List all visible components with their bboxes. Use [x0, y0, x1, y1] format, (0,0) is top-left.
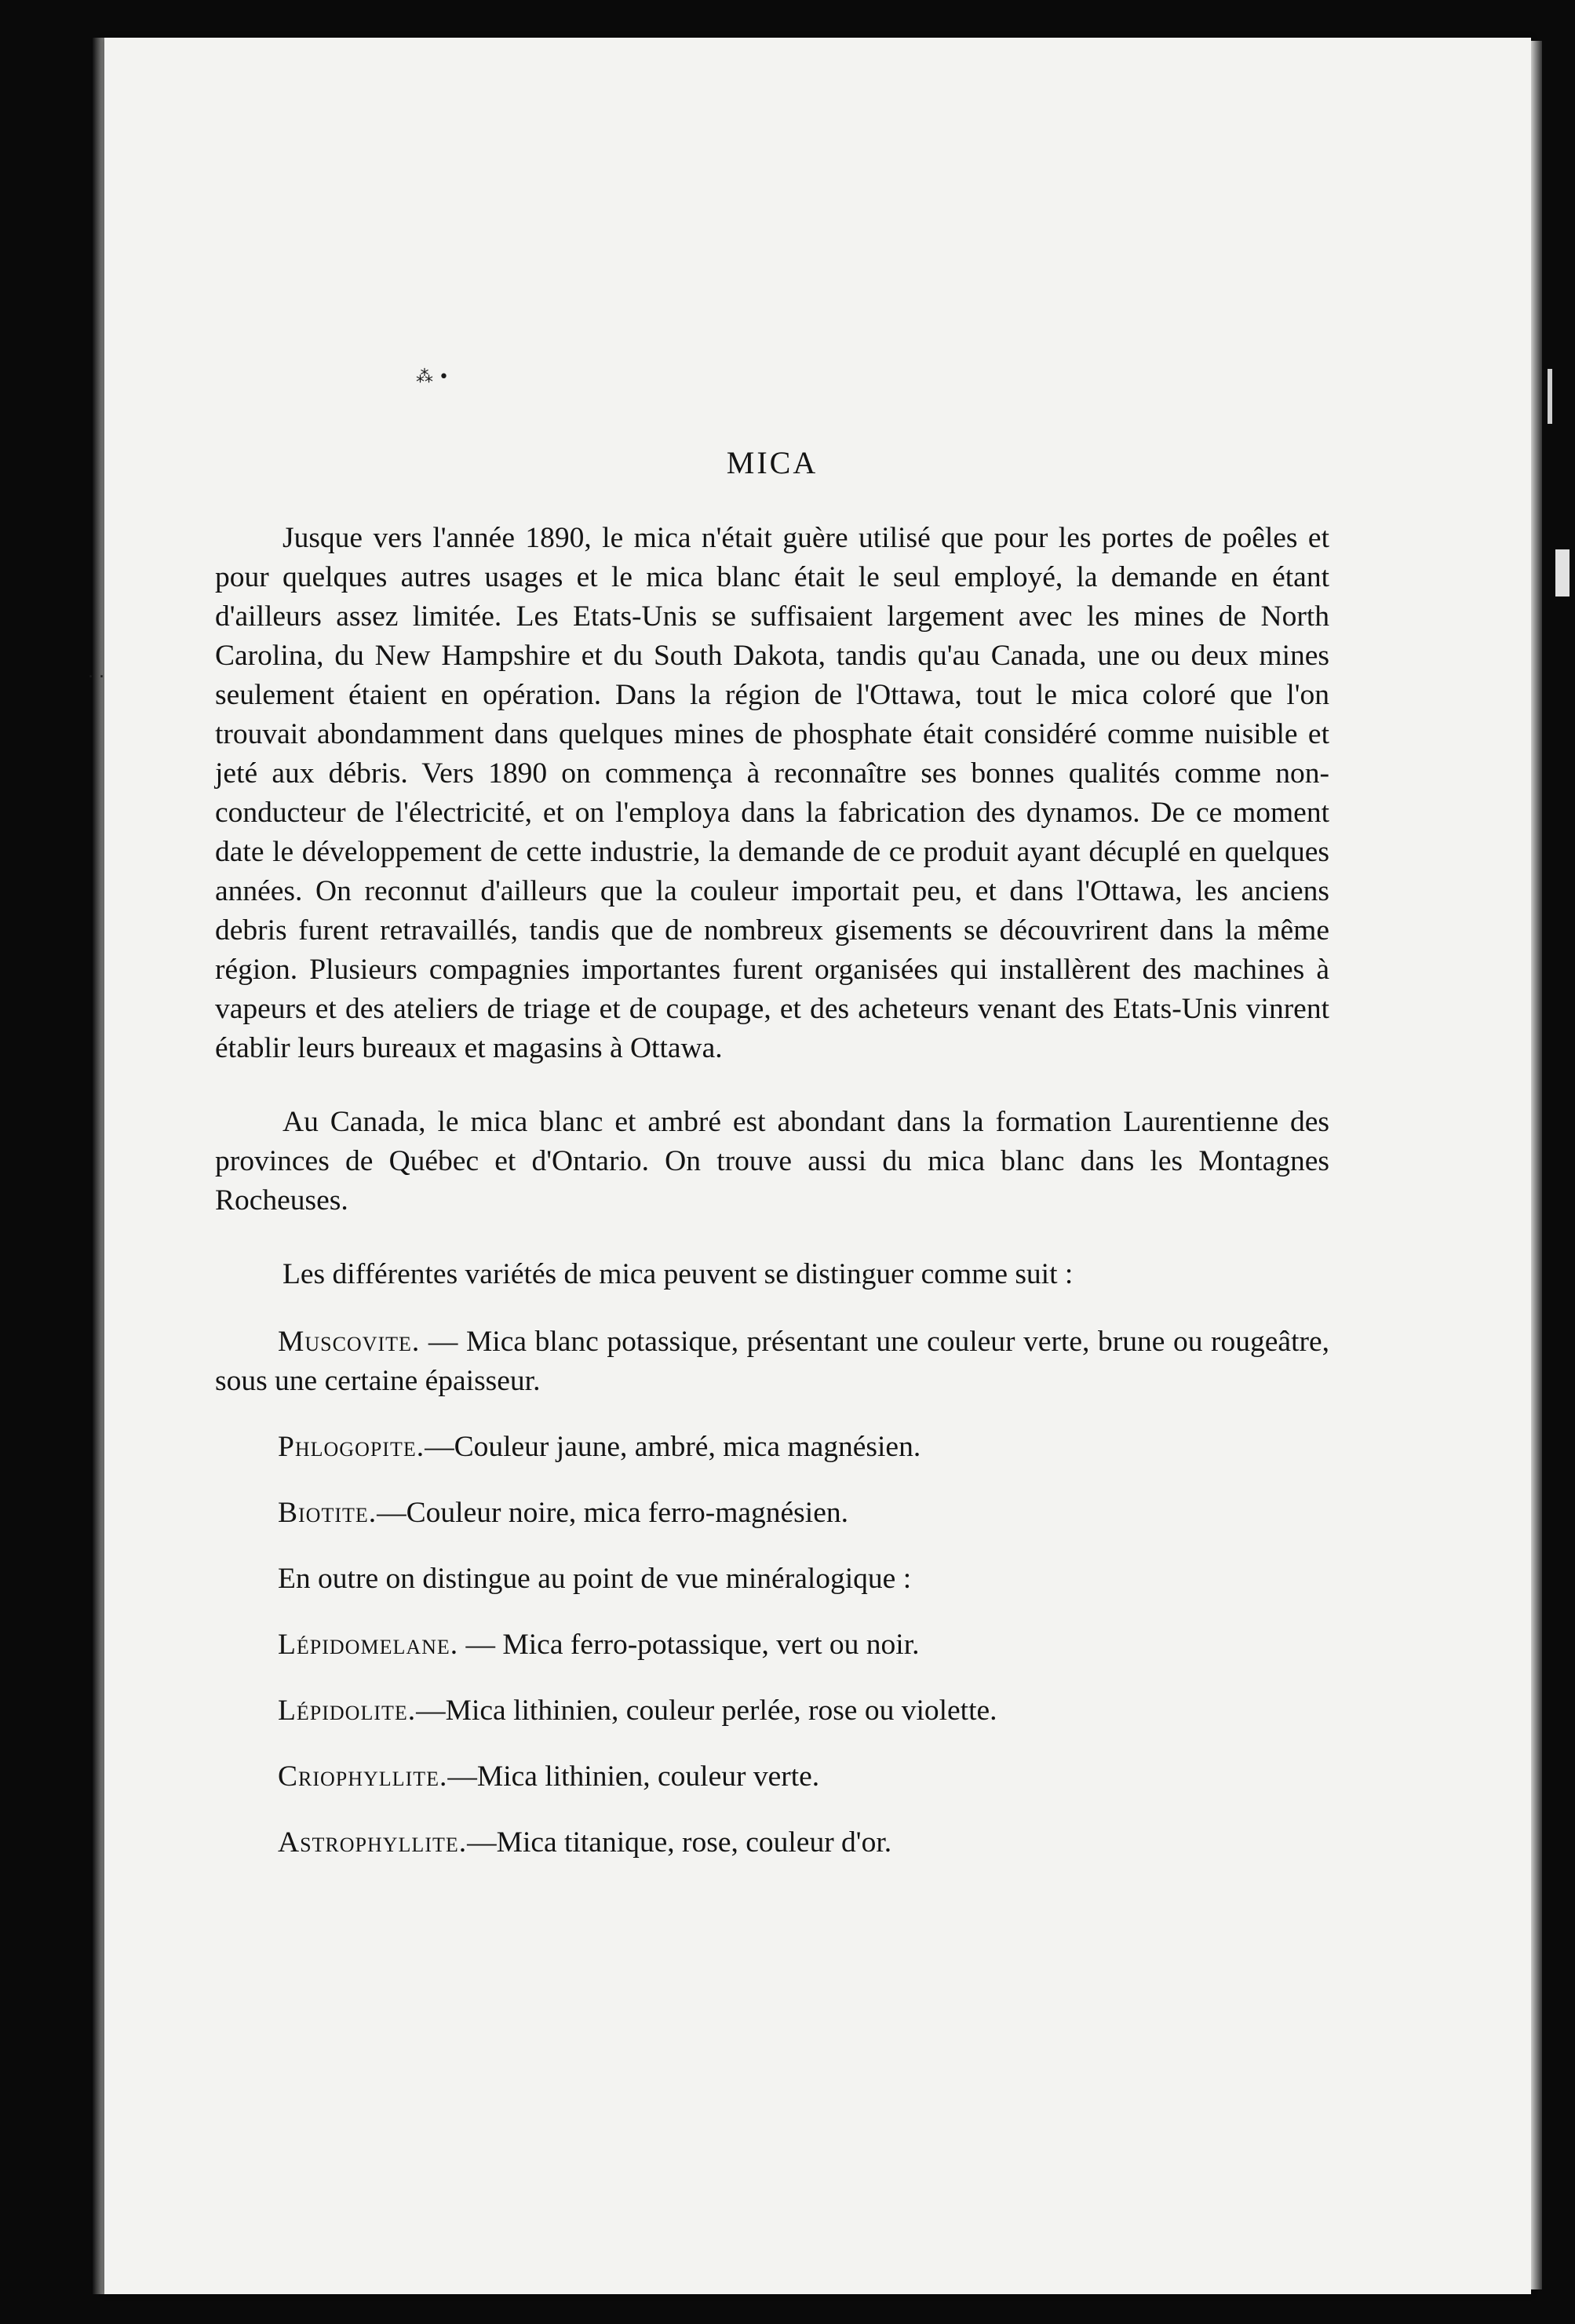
- variety-entry: [215, 1428, 1329, 1467]
- page-edge: [1531, 41, 1542, 2289]
- variety-term: Phlogopite.: [278, 1431, 425, 1463]
- variety-description: Couleur jaune, ambré, mica magnésien.: [454, 1431, 921, 1463]
- mineral-description: Mica titanique, rose, couleur d'or.: [496, 1826, 892, 1859]
- mineral-term: Lépidomelane.: [278, 1629, 459, 1661]
- mineral-entry: [215, 1823, 1329, 1862]
- edge-scratch: [1548, 369, 1552, 424]
- mineral-entry: [215, 1625, 1329, 1665]
- paragraph-varieties-intro: Les différentes variétés de mica peuvent se distinguer comme suit :: [283, 1258, 1074, 1290]
- mineral-term: Lépidolite.: [278, 1695, 417, 1727]
- mineral-term: Criophyllite.: [278, 1760, 448, 1793]
- variety-description: Mica blanc potassique, présentant une couleur verte, brune ou rougeâtre, sous une certaine épaisseur.: [215, 1326, 1329, 1397]
- mineral-description: Mica ferro-potassique, vert ou noir.: [502, 1629, 920, 1661]
- edge-scratch: [1555, 549, 1570, 597]
- page-title: MICA: [726, 445, 818, 480]
- mineral-separator: —: [416, 1695, 446, 1727]
- variety-separator: —: [420, 1326, 466, 1358]
- variety-term: Biotite.: [278, 1497, 377, 1529]
- variety-term: Muscovite.: [278, 1326, 421, 1358]
- variety-separator: —: [377, 1497, 407, 1529]
- margin-mark-top: ⁂ •: [416, 367, 449, 387]
- paragraph-history: Jusque vers l'année 1890, le mica n'était guère utilisé que pour les portes de poêles et pour quelques autres usages et le mica blanc était le seul employé, la demande en étant d'ailleurs assez limitée. Les Etats-Unis se suffisaient largement avec les mines de North Carolina, du New Hampshire et du South Dakota, tandis qu'au Canada, une ou deux mines seulement étaient en opération. Dans la région de l'Ottawa, tout le mica coloré que l'on trouvait abondamment dans quelques mines de phosphate était considéré comme nuisible et jeté aux débris. Vers 1890 on commença à reconnaître ses bonnes qualités comme non-conducteur de l'électricité, et on l'employa dans la fabrication des dynamos. De ce moment date le développement de cette industrie, la demande de ce produit ayant décuplé en quelques années. On reconnut d'ailleurs que la couleur importait peu, et dans l'Ottawa, les anciens debris furent retravaillés, tandis que de nombreux gisements se découvrirent dans la même région. Plusieurs compagnies importantes furent organisées qui installèrent des machines à vapeurs et des ateliers de triage et de coupage, et des acheteurs venant des Etats-Unis vinrent établir leurs bureaux et magasins à Ottawa.: [215, 522, 1329, 1064]
- page-content: [215, 444, 1329, 1862]
- mineral-entry: [215, 1757, 1329, 1797]
- variety-description: Couleur noire, mica ferro-magnésien.: [406, 1497, 848, 1529]
- margin-mark-left: . .: [88, 662, 104, 682]
- book-spine-shadow: [93, 38, 105, 2294]
- mineral-separator: —: [467, 1826, 497, 1859]
- variety-separator: —: [425, 1431, 454, 1463]
- variety-entry: [215, 1323, 1329, 1401]
- mineralogy-intro: En outre on distingue au point de vue minéralogique :: [278, 1563, 912, 1595]
- variety-entry: [215, 1494, 1329, 1533]
- mineral-term: Astrophyllite.: [278, 1826, 468, 1859]
- mineral-separator: —: [447, 1760, 477, 1793]
- mineral-separator: —: [458, 1629, 503, 1661]
- mineral-entry: [215, 1691, 1329, 1731]
- mineral-description: Mica lithinien, couleur verte.: [476, 1760, 820, 1793]
- mineral-description: Mica lithinien, couleur perlée, rose ou violette.: [445, 1695, 997, 1727]
- paragraph-canada: Au Canada, le mica blanc et ambré est abondant dans la formation Laurentienne des provinces de Québec et d'Ontario. On trouve aussi du mica blanc dans les Montagnes Rocheuses.: [215, 1106, 1329, 1217]
